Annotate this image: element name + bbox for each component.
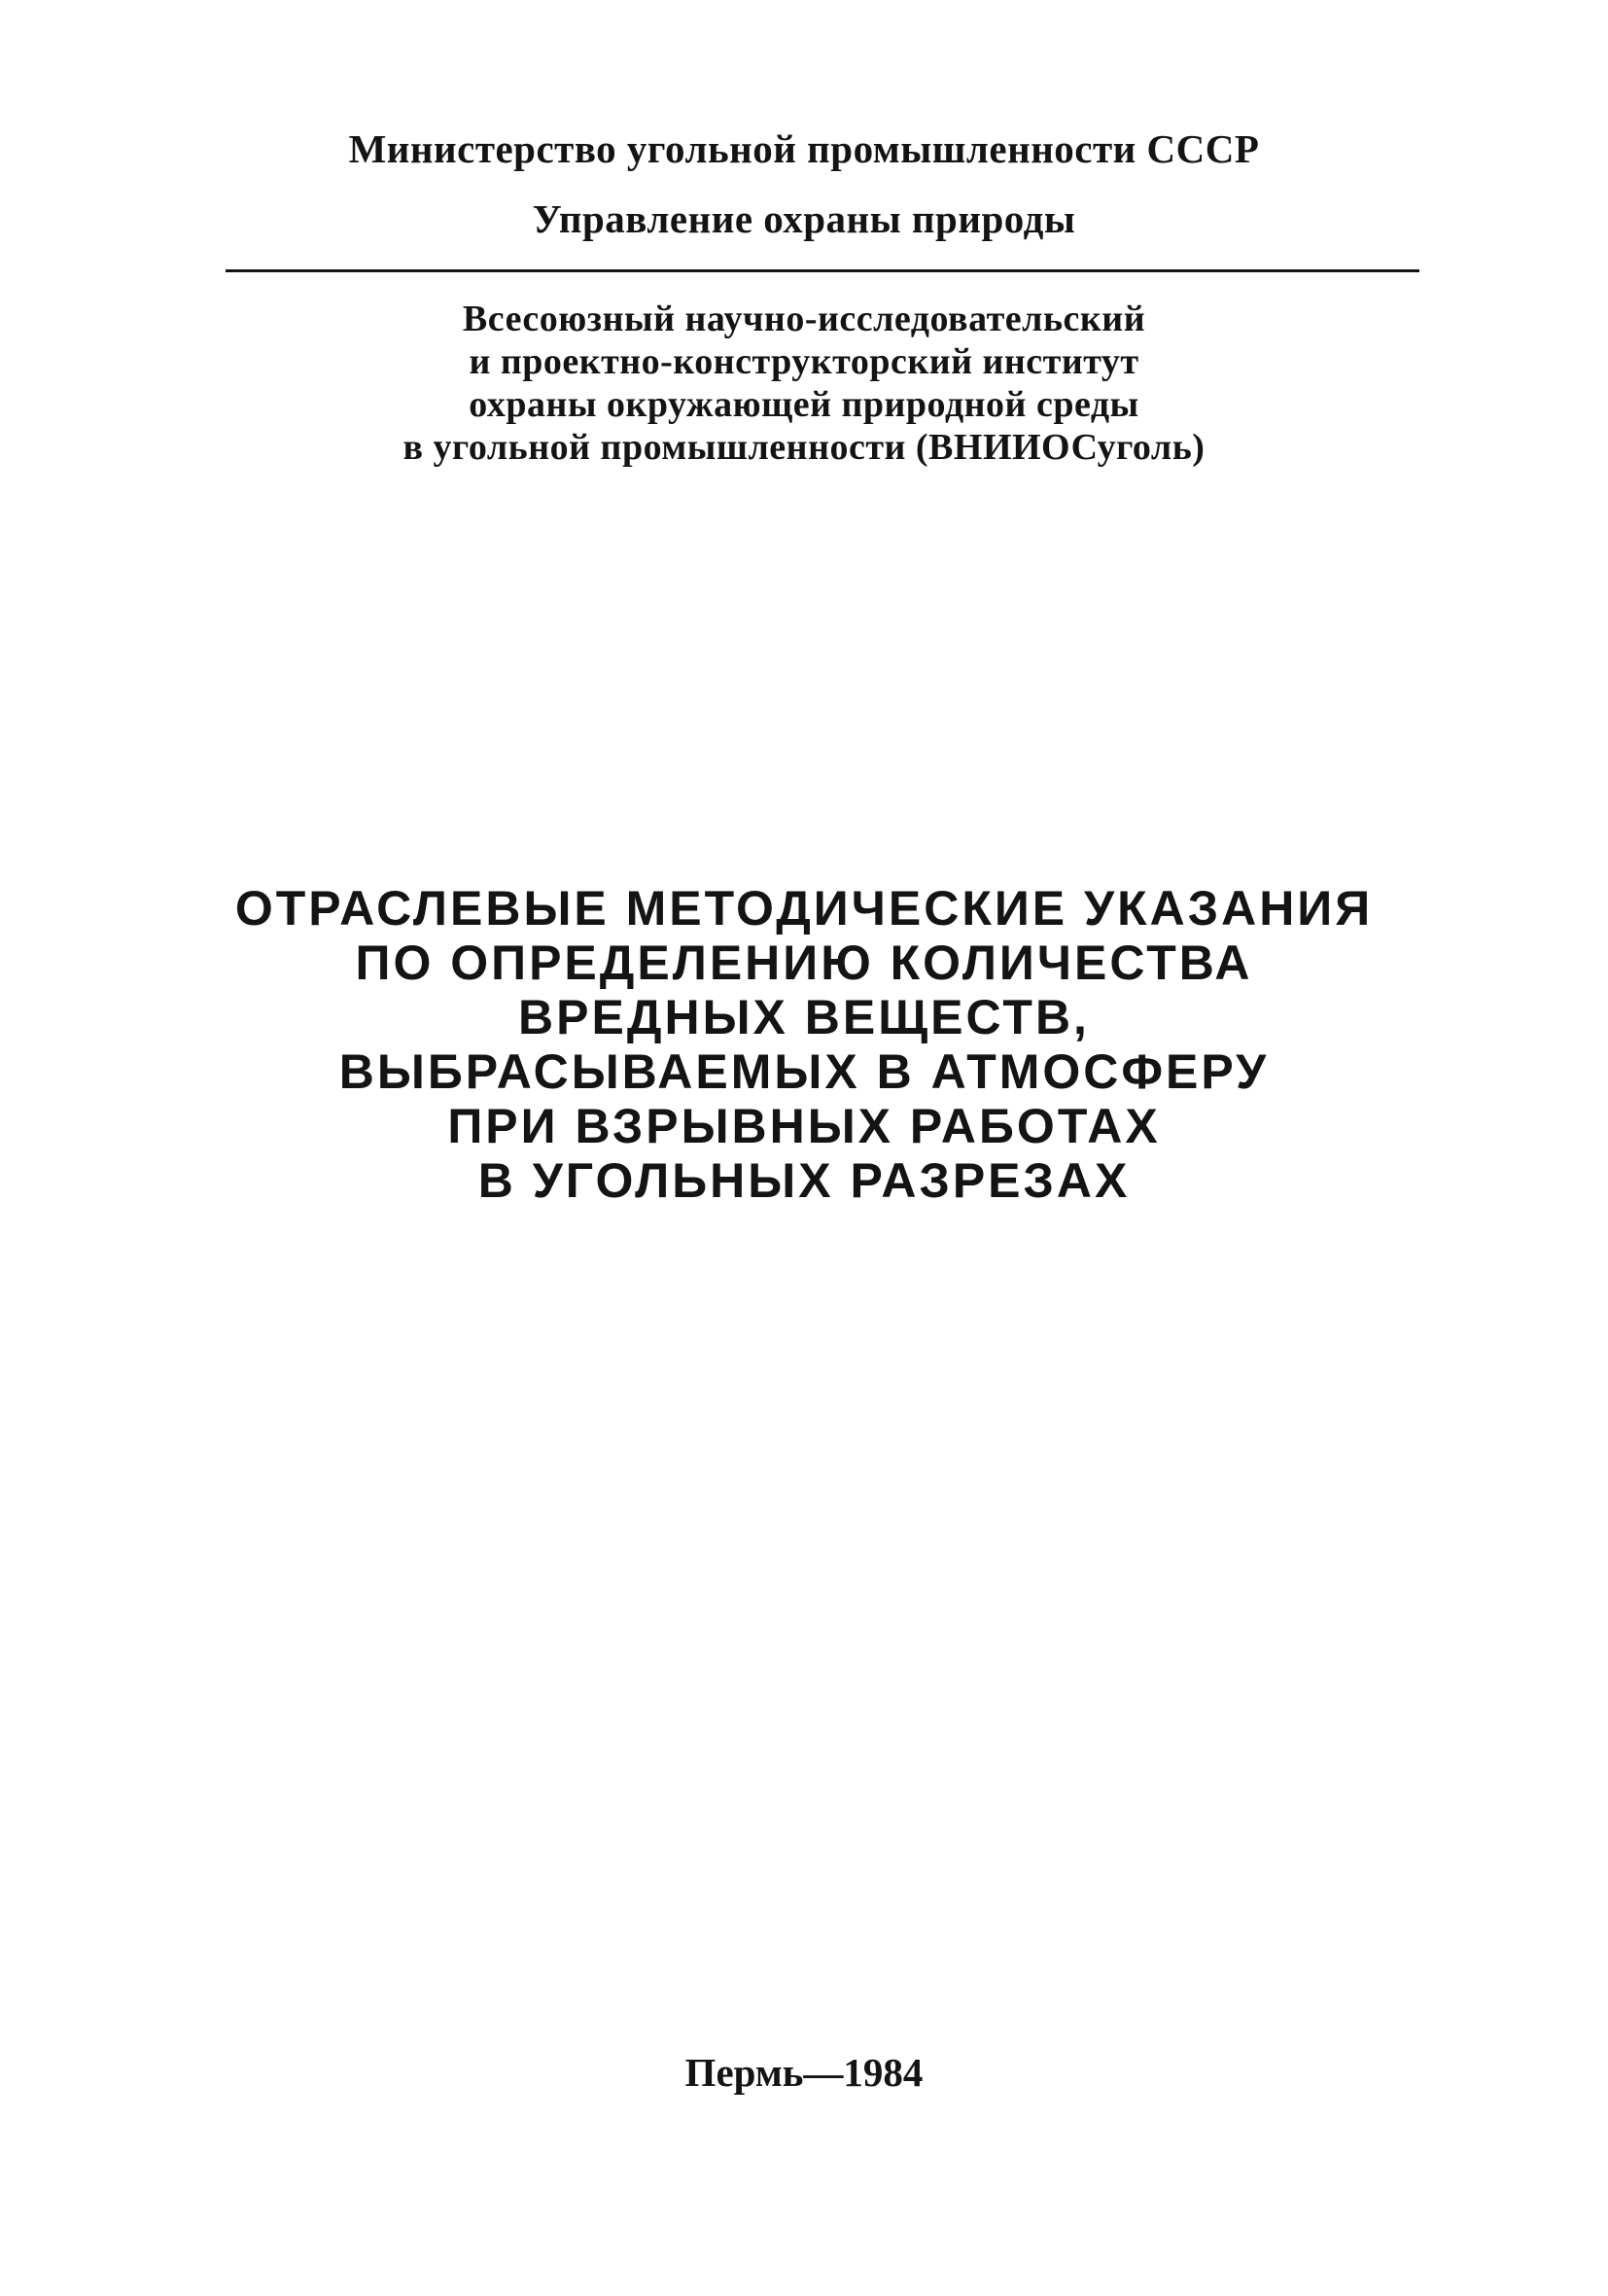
- directorate-name: Управление охраны природы: [532, 196, 1076, 241]
- institute-line: в угольной промышленности (ВНИИОСуголь): [402, 427, 1206, 468]
- institute-line: Всесоюзный научно-исследовательский: [462, 299, 1146, 339]
- imprint-place-year: Пермь—1984: [684, 2050, 924, 2095]
- document-title: [0, 881, 1608, 1208]
- title-line: ПО ОПРЕДЕЛЕНИЮ КОЛИЧЕСТВА: [355, 936, 1253, 990]
- institute-block: [0, 298, 1608, 469]
- title-line: ВРЕДНЫХ ВЕЩЕСТВ,: [518, 990, 1090, 1044]
- title-line: ОТРАСЛЕВЫЕ МЕТОДИЧЕСКИЕ УКАЗАНИЯ: [234, 881, 1374, 936]
- title-line: ВЫБРАСЫВАЕМЫХ В АТМОСФЕРУ: [338, 1044, 1270, 1099]
- ministry-name: Министерство угольной промышленности СССР: [348, 126, 1260, 171]
- institute-line: охраны окружающей природной среды: [469, 384, 1139, 425]
- title-line: В УГОЛЬНЫХ РАЗРЕЗАХ: [477, 1153, 1131, 1208]
- title-line: ПРИ ВЗРЫВНЫХ РАБОТАХ: [447, 1099, 1161, 1153]
- header-divider: [226, 269, 1419, 272]
- institute-line: и проектно-конструкторский институт: [469, 341, 1139, 382]
